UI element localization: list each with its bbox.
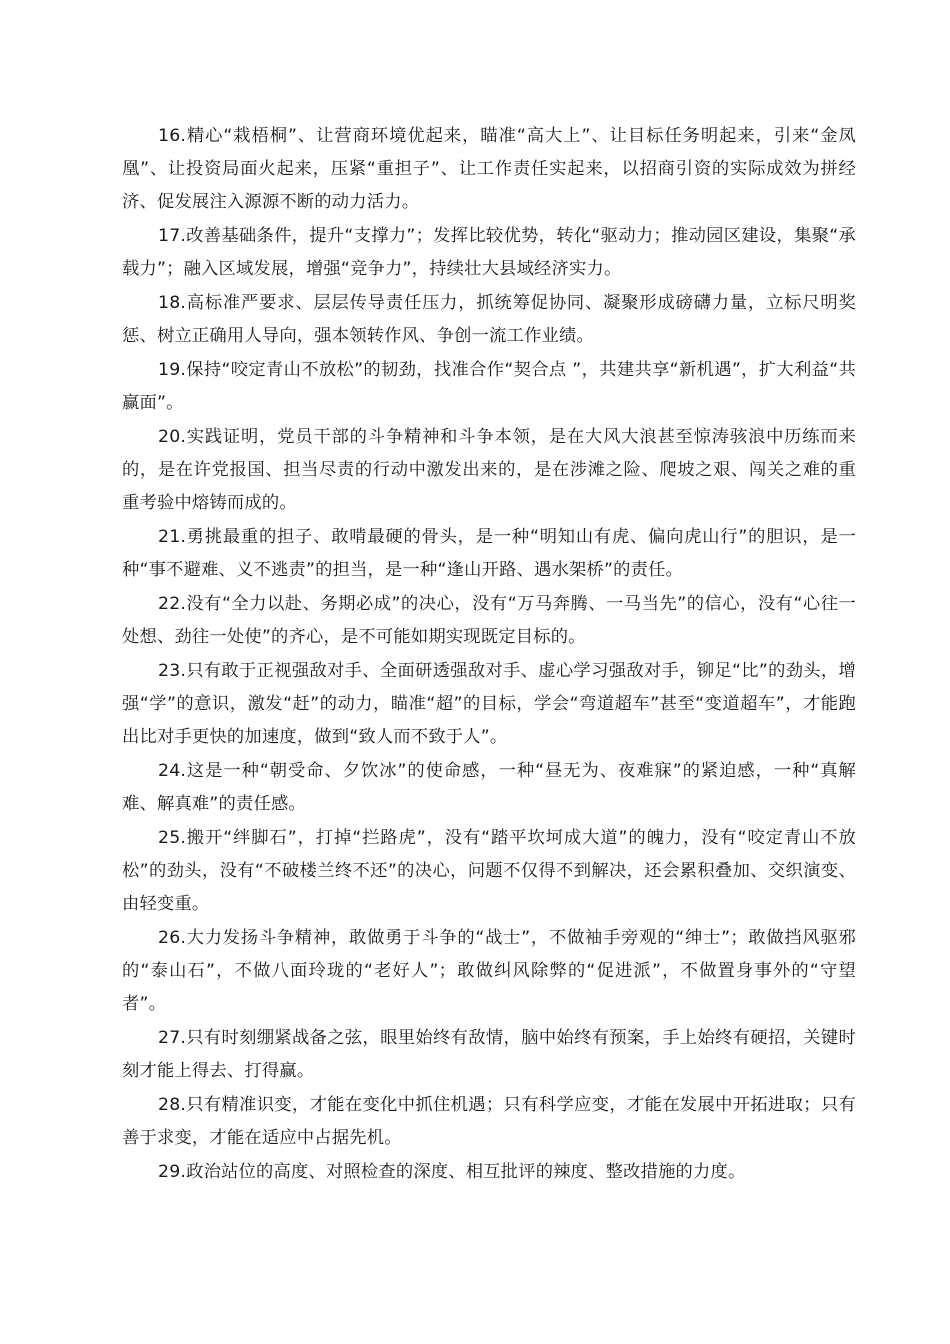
paragraph-16: 16.精心“栽梧桐”、让营商环境优起来，瞄准“高大上”、让目标任务明起来，引来“金凤凰”、让投资局面火起来，压紧“重担子”、让工作责任实起来，以招商引资的实际成效为拼经济、促发展注入源源不断的动力活力。 xyxy=(122,126,856,212)
document-body xyxy=(122,120,856,1190)
paragraph-23: 23.只有敢于正视强敌对手、全面研透强敌对手、虚心学习强敌对手，铆足“比”的劲头，增强“学”的意识，激发“赶”的动力，瞄准“超”的目标，学会“弯道超车”甚至“变道超车”，才能跑出比对手更快的加速度，做到“致人而不致于人”。 xyxy=(122,661,856,747)
paragraph-20: 20.实践证明，党员干部的斗争精神和斗争本领，是在大风大浪甚至惊涛骇浪中历练而来的，是在许党报国、担当尽责的行动中激发出来的，是在涉滩之险、爬坡之艰、闯关之难的重重考验中熔铸而成的。 xyxy=(122,427,856,513)
paragraph-17: 17.改善基础条件，提升“支撑力”；发挥比较优势，转化“驱动力；推动园区建设，集聚“承载力”；融入区域发展，增强“竞争力”，持续壮大县域经济实力。 xyxy=(122,226,856,279)
paragraph-24: 24.这是一种“朝受命、夕饮冰”的使命感，一种“昼无为、夜难寐”的紧迫感，一种“真解难、解真难”的责任感。 xyxy=(122,761,856,814)
paragraph-27: 27.只有时刻绷紧战备之弦，眼里始终有敌情，脑中始终有预案，手上始终有硬招，关键时刻才能上得去、打得赢。 xyxy=(122,1028,856,1081)
paragraph-26: 26.大力发扬斗争精神，敢做勇于斗争的“战士”，不做袖手旁观的“绅士”；敢做挡风驱邪的“泰山石”，不做八面玲珑的“老好人”；敢做纠风除弊的“促进派”，不做置身事外的“守望者”。 xyxy=(122,928,856,1014)
paragraph-22: 22.没有“全力以赴、务期必成”的决心，没有“万马奔腾、一马当先”的信心，没有“心往一处想、劲往一处使”的齐心，是不可能如期实现既定目标的。 xyxy=(122,594,856,647)
paragraph-18: 18.高标准严要求、层层传导责任压力，抓统筹促协同、凝聚形成磅礴力量，立标尺明奖惩、树立正确用人导向，强本领转作风、争创一流工作业绩。 xyxy=(122,293,856,346)
paragraph-21: 21.勇挑最重的担子、敢啃最硬的骨头，是一种“明知山有虎、偏向虎山行”的胆识，是一种“事不避难、义不逃责”的担当，是一种“逢山开路、遇水架桥”的责任。 xyxy=(122,527,856,580)
paragraph-28: 28.只有精准识变，才能在变化中抓住机遇；只有科学应变，才能在发展中开拓进取；只有善于求变，才能在适应中占据先机。 xyxy=(122,1095,856,1148)
paragraph-29: 29.政治站位的高度、对照检查的深度、相互批评的辣度、整改措施的力度。 xyxy=(158,1162,746,1182)
paragraph-25: 25.搬开“绊脚石”，打掉“拦路虎”，没有“踏平坎坷成大道”的魄力，没有“咬定青山不放松”的劲头，没有“不破楼兰终不还”的决心，问题不仅得不到解决，还会累积叠加、交织演变、由轻变重。 xyxy=(122,828,856,914)
paragraph-19: 19.保持“咬定青山不放松”的韧劲，找准合作“契合点 ”，共建共享“新机遇”，扩大利益“共赢面”。 xyxy=(122,360,856,413)
